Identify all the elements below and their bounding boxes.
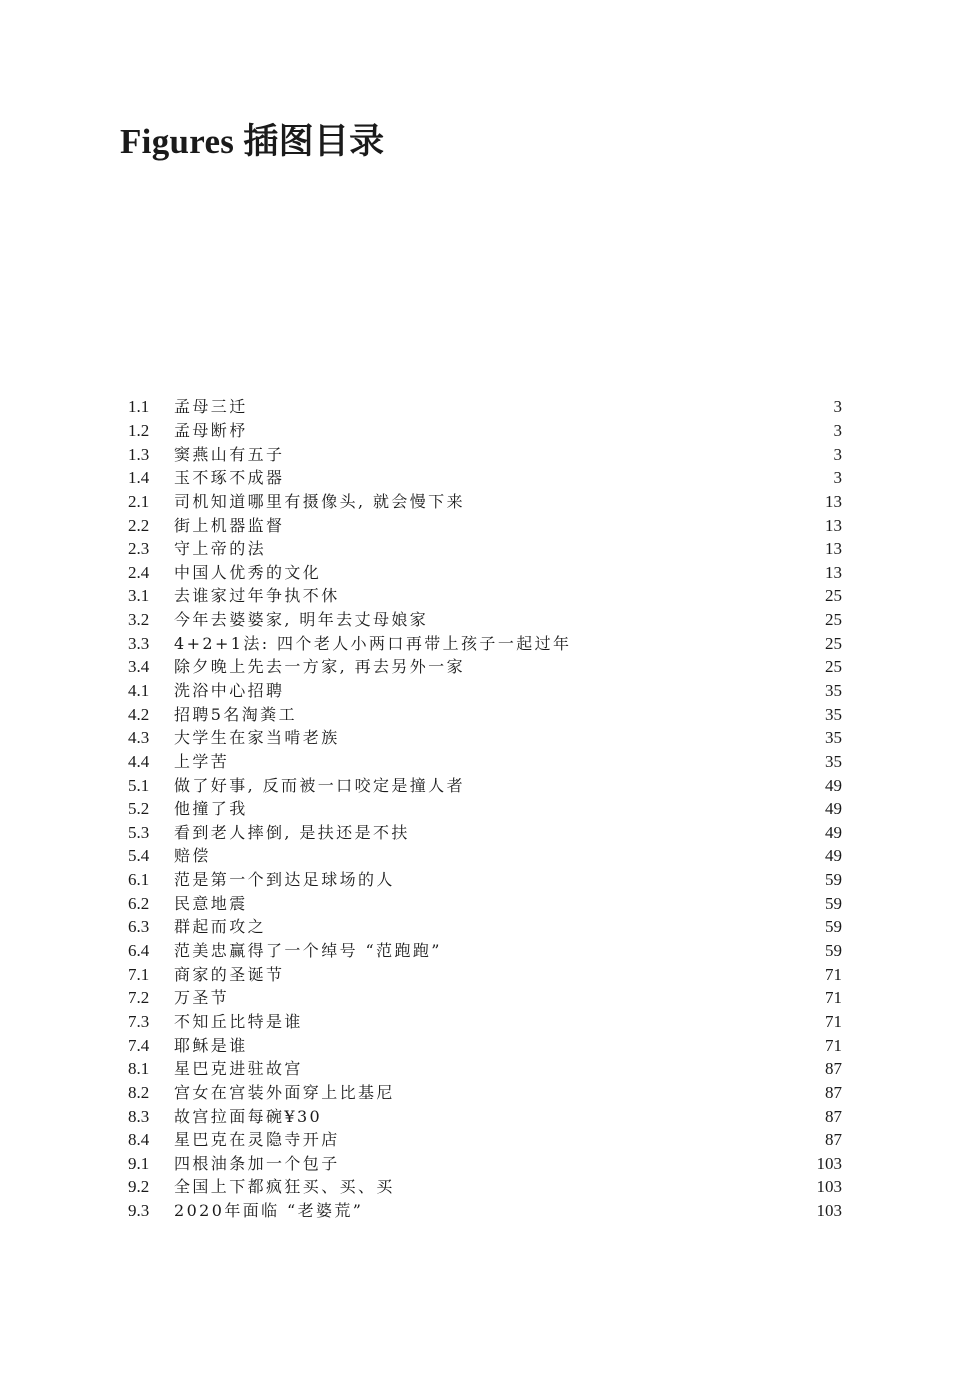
figure-number: 8.1 bbox=[128, 1059, 150, 1079]
figure-page-number: 13 bbox=[825, 539, 842, 559]
figure-number: 2.3 bbox=[128, 539, 150, 559]
figure-entry[interactable] bbox=[128, 419, 842, 443]
figure-caption: 做了好事, 反而被一口咬定是撞人者 bbox=[174, 775, 465, 795]
figure-caption: 耶稣是谁 bbox=[174, 1035, 248, 1055]
figure-entry[interactable] bbox=[128, 395, 842, 419]
figure-number: 1.4 bbox=[128, 468, 150, 488]
figure-page-number: 13 bbox=[825, 562, 842, 582]
figure-entry[interactable] bbox=[128, 773, 842, 797]
figure-number: 4.3 bbox=[128, 728, 150, 748]
figure-caption: 宫女在宫装外面穿上比基尼 bbox=[174, 1082, 395, 1102]
figure-number: 5.1 bbox=[128, 775, 150, 795]
figure-number: 9.2 bbox=[128, 1177, 150, 1197]
figure-entry[interactable] bbox=[128, 1128, 842, 1152]
figure-entry[interactable] bbox=[128, 962, 842, 986]
figure-entry[interactable] bbox=[128, 560, 842, 584]
figure-number: 9.3 bbox=[128, 1201, 150, 1221]
figure-caption: 除夕晚上先去一方家, 再去另外一家 bbox=[174, 657, 465, 677]
figure-number: 5.3 bbox=[128, 822, 150, 842]
figure-entry[interactable] bbox=[128, 821, 842, 845]
figure-entry[interactable] bbox=[128, 891, 842, 915]
figure-page-number: 35 bbox=[825, 681, 842, 700]
figure-page-number: 49 bbox=[825, 846, 842, 866]
figure-page-number: 3 bbox=[833, 468, 842, 488]
figure-page-number: 13 bbox=[825, 515, 842, 535]
figure-page-number: 35 bbox=[825, 728, 842, 748]
figure-caption: 星巴克在灵隐寺开店 bbox=[174, 1130, 340, 1150]
figure-caption: 大学生在家当啃老族 bbox=[174, 728, 340, 748]
figure-entry[interactable] bbox=[128, 726, 842, 750]
figure-page-number: 103 bbox=[816, 1153, 842, 1173]
figure-caption: 去谁家过年争执不休 bbox=[174, 586, 340, 606]
figure-page-number: 87 bbox=[825, 1106, 842, 1126]
figure-entry[interactable] bbox=[128, 915, 842, 939]
figure-entry[interactable] bbox=[128, 844, 842, 868]
figure-entry[interactable] bbox=[128, 797, 842, 821]
figure-caption: 玉不琢不成器 bbox=[174, 468, 285, 488]
figure-page-number: 59 bbox=[825, 941, 842, 961]
figure-entry[interactable] bbox=[128, 608, 842, 632]
figure-caption: 赔偿 bbox=[174, 846, 211, 866]
figure-page-number: 59 bbox=[825, 917, 842, 937]
figure-caption: 孟母三迁 bbox=[174, 397, 248, 417]
figure-list bbox=[128, 395, 842, 1222]
figure-page-number: 87 bbox=[825, 1082, 842, 1102]
figure-number: 2.1 bbox=[128, 491, 150, 511]
figure-number: 7.1 bbox=[128, 964, 150, 984]
figure-page-number: 49 bbox=[825, 822, 842, 842]
figure-entry[interactable] bbox=[128, 466, 842, 490]
figure-number: 6.3 bbox=[128, 917, 150, 937]
figure-number: 7.4 bbox=[128, 1035, 150, 1055]
figure-number: 4.1 bbox=[128, 681, 150, 700]
figure-page-number: 25 bbox=[825, 633, 842, 653]
figure-caption: 他撞了我 bbox=[174, 799, 248, 819]
page-title: Figures 插图目录 bbox=[120, 122, 385, 161]
figure-caption: 民意地震 bbox=[174, 893, 248, 913]
figure-caption: 中国人优秀的文化 bbox=[174, 562, 322, 582]
figure-number: 1.3 bbox=[128, 444, 150, 464]
figure-number: 6.4 bbox=[128, 941, 150, 961]
figure-caption: 全国上下都疯狂买、买、买 bbox=[174, 1177, 395, 1197]
figure-caption: 司机知道哪里有摄像头, 就会慢下来 bbox=[174, 491, 465, 511]
figure-page-number: 49 bbox=[825, 799, 842, 819]
figure-caption: 群起而攻之 bbox=[174, 917, 267, 937]
figure-caption: 招聘5名淘粪工 bbox=[174, 704, 297, 724]
figure-number: 2.4 bbox=[128, 562, 150, 582]
figure-number: 4.2 bbox=[128, 704, 150, 724]
figure-page-number: 59 bbox=[825, 893, 842, 913]
figure-caption: 星巴克进驻故宫 bbox=[174, 1059, 303, 1079]
figure-page-number: 25 bbox=[825, 610, 842, 630]
figure-page-number: 87 bbox=[825, 1130, 842, 1150]
figure-caption: 范是第一个到达足球场的人 bbox=[174, 870, 395, 890]
figure-page-number: 35 bbox=[825, 751, 842, 771]
figure-caption: 故宫拉面每碗¥30 bbox=[174, 1106, 323, 1126]
figure-caption: 商家的圣诞节 bbox=[174, 964, 285, 984]
figure-page-number: 87 bbox=[825, 1059, 842, 1079]
figure-page-number: 3 bbox=[833, 397, 842, 417]
figure-number: 4.4 bbox=[128, 751, 150, 771]
figure-page-number: 71 bbox=[825, 1011, 842, 1031]
figure-number: 8.2 bbox=[128, 1082, 150, 1102]
figure-number: 2.2 bbox=[128, 515, 150, 535]
figure-number: 9.1 bbox=[128, 1153, 150, 1173]
figure-entry[interactable] bbox=[128, 702, 842, 726]
figure-caption: 看到老人摔倒, 是扶还是不扶 bbox=[174, 822, 410, 842]
figure-entry[interactable] bbox=[128, 1104, 842, 1128]
figure-page-number: 25 bbox=[825, 657, 842, 677]
figure-entry[interactable] bbox=[128, 750, 842, 774]
figure-number: 6.2 bbox=[128, 893, 150, 913]
figure-number: 1.2 bbox=[128, 420, 150, 440]
figure-page-number: 59 bbox=[825, 870, 842, 890]
figure-entry[interactable] bbox=[128, 537, 842, 561]
figure-entry[interactable] bbox=[128, 1010, 842, 1034]
figure-number: 3.2 bbox=[128, 610, 150, 630]
figure-entry[interactable] bbox=[128, 1057, 842, 1081]
figure-number: 3.3 bbox=[128, 633, 150, 653]
figure-entry[interactable] bbox=[128, 1033, 842, 1057]
figure-entry[interactable] bbox=[128, 1175, 842, 1199]
figure-page-number: 13 bbox=[825, 491, 842, 511]
figure-caption: 守上帝的法 bbox=[174, 539, 267, 559]
figure-caption: 洗浴中心招聘 bbox=[174, 681, 285, 700]
figure-number: 7.2 bbox=[128, 988, 150, 1008]
figure-page-number: 3 bbox=[833, 444, 842, 464]
figure-number: 3.4 bbox=[128, 657, 150, 677]
figure-caption: 窦燕山有五子 bbox=[174, 444, 285, 464]
figure-caption: 四根油条加一个包子 bbox=[174, 1153, 340, 1173]
figure-number: 5.4 bbox=[128, 846, 150, 866]
figure-entry[interactable] bbox=[128, 513, 842, 537]
figure-number: 1.1 bbox=[128, 397, 150, 417]
figure-caption: 不知丘比特是谁 bbox=[174, 1011, 303, 1031]
figure-caption: 今年去婆婆家, 明年去丈母娘家 bbox=[174, 610, 429, 630]
figure-caption: 2020年面临 “老婆荒” bbox=[174, 1201, 364, 1221]
figure-entry[interactable] bbox=[128, 679, 842, 703]
figure-page-number: 71 bbox=[825, 988, 842, 1008]
figure-caption: 4+2+1法: 四个老人小两口再带上孩子一起过年 bbox=[174, 633, 572, 653]
figure-number: 5.2 bbox=[128, 799, 150, 819]
figure-caption: 上学苦 bbox=[174, 751, 230, 771]
figure-page-number: 103 bbox=[816, 1201, 842, 1221]
figure-page-number: 3 bbox=[833, 420, 842, 440]
figure-caption: 范美忠赢得了一个绰号 “范跑跑” bbox=[174, 941, 442, 961]
figure-entry[interactable] bbox=[128, 631, 842, 655]
figure-page-number: 103 bbox=[816, 1177, 842, 1197]
figure-entry[interactable] bbox=[128, 584, 842, 608]
figure-entry[interactable] bbox=[128, 442, 842, 466]
figure-entry[interactable] bbox=[128, 1199, 842, 1223]
figure-entry[interactable] bbox=[128, 1152, 842, 1176]
figure-entry[interactable] bbox=[128, 868, 842, 892]
figure-number: 8.4 bbox=[128, 1130, 150, 1150]
figure-caption: 万圣节 bbox=[174, 988, 230, 1008]
figure-page-number: 71 bbox=[825, 1035, 842, 1055]
figure-entry[interactable] bbox=[128, 986, 842, 1010]
figure-entry[interactable] bbox=[128, 490, 842, 514]
figure-page-number: 71 bbox=[825, 964, 842, 984]
figure-page-number: 49 bbox=[825, 775, 842, 795]
figure-caption: 孟母断杼 bbox=[174, 420, 248, 440]
figure-number: 7.3 bbox=[128, 1011, 150, 1031]
figure-number: 8.3 bbox=[128, 1106, 150, 1126]
figure-page-number: 25 bbox=[825, 586, 842, 606]
figure-caption: 街上机器监督 bbox=[174, 515, 285, 535]
figure-number: 6.1 bbox=[128, 870, 150, 890]
figure-page-number: 35 bbox=[825, 704, 842, 724]
figure-entry[interactable] bbox=[128, 939, 842, 963]
figure-entry[interactable] bbox=[128, 1081, 842, 1105]
figure-number: 3.1 bbox=[128, 586, 150, 606]
figure-entry[interactable] bbox=[128, 655, 842, 679]
